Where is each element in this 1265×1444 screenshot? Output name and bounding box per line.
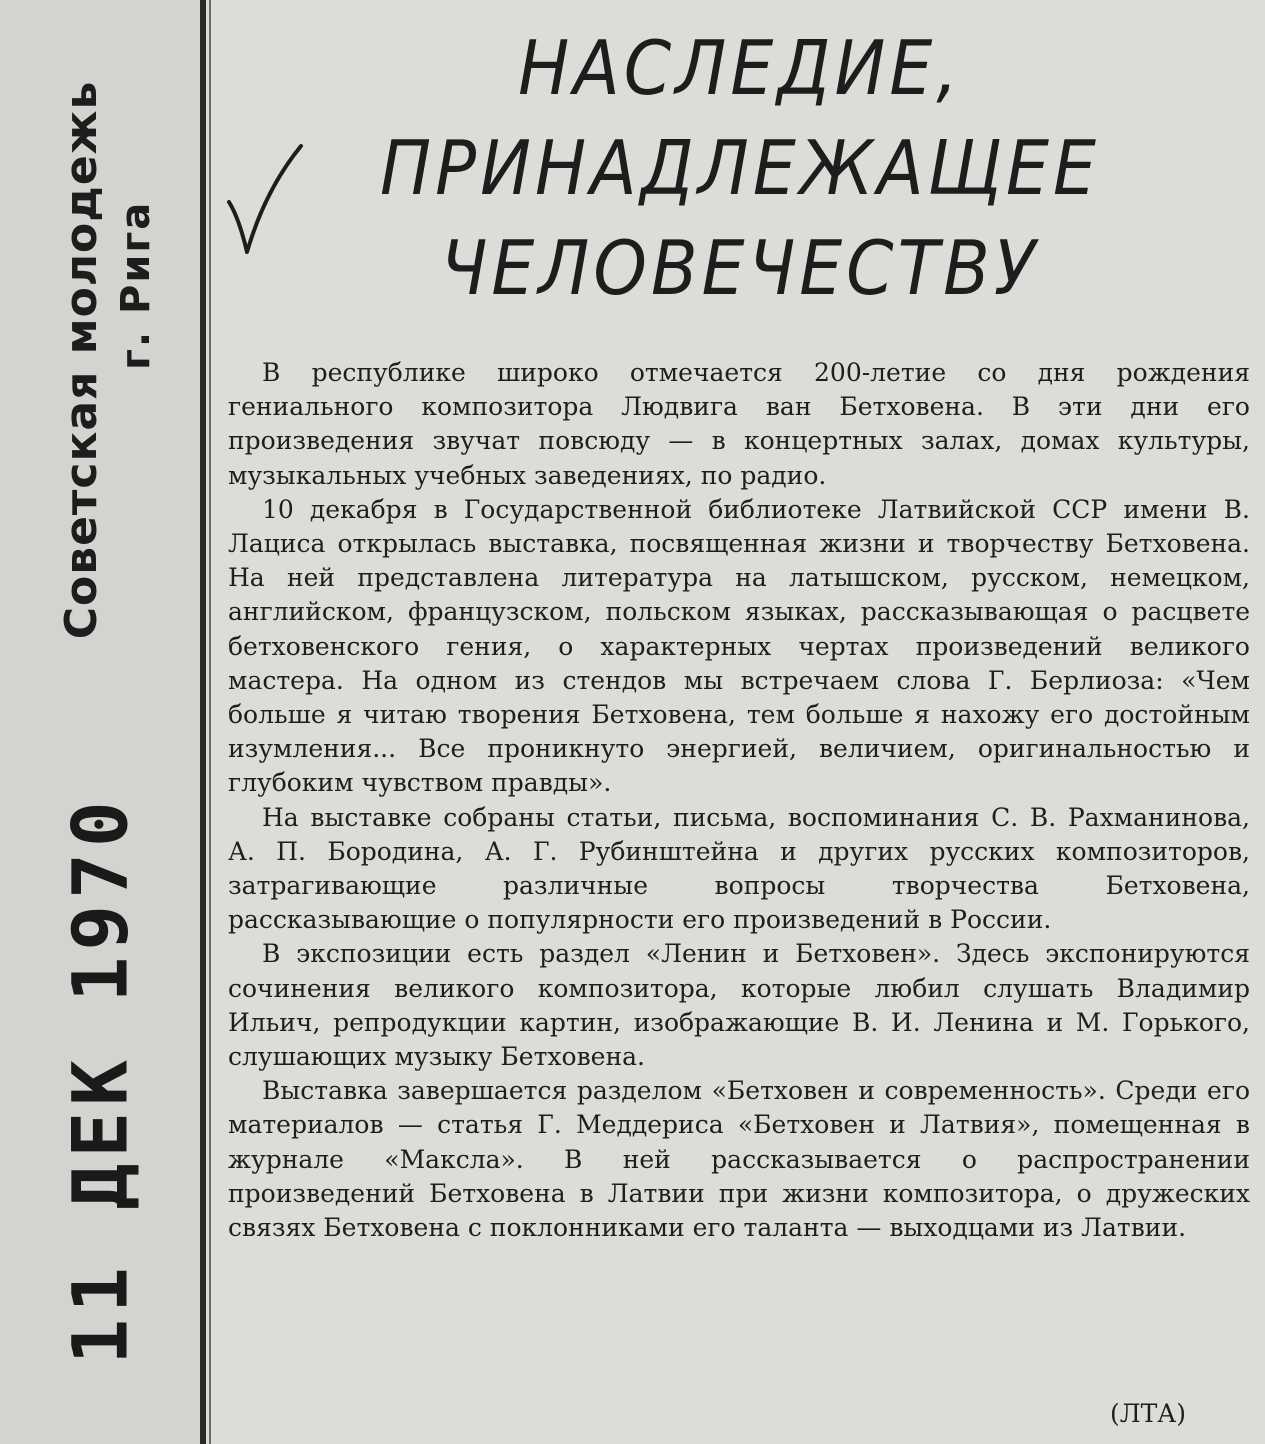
article-paragraph-3: На выставке собраны статьи, письма, воспоминания С. В. Рахманинова, А. П. Бородина, А. Г. Рубинштейна и других русских композиторов, затрагивающие различные вопросы творчества Бетховена, рассказывающие о популярности его произведений в России.	[228, 802, 1250, 935]
headline-line-2: ПРИНАДЛЕЖАЩЕЕ	[380, 126, 1100, 213]
margin-rule	[200, 0, 206, 1444]
headline	[220, 20, 1260, 320]
date-stamp-text: 11 ДЕК 1970	[55, 795, 145, 1365]
article-body	[228, 356, 1250, 1245]
headline-line-3: ЧЕЛОВЕЧЕСТВУ	[440, 226, 1040, 313]
article-paragraph-5: Выставка завершается разделом «Бетховен и современность». Среди его материалов — статья Г. Меддериса «Бетховен и Латвия», помещенная в журнале «Максла». В ней рассказывается о распространении произведений Бетховена в Латвии при жизни композитора, о дружеских связях Бетховена с поклонниками его таланта — выходцами из Латвии.	[228, 1076, 1250, 1243]
margin-rule-thin	[209, 0, 211, 1444]
article-paragraph-1: В республике широко отмечается 200-летие со дня рождения гениального композитора Людвига ван Бетховена. В эти дни его произведения звучат повсюду — в концертных залах, домах культуры, музыкальных учебных заведениях, по радио.	[228, 358, 1250, 490]
date-stamp	[40, 795, 160, 1365]
source-stamp-newspaper: Советская молодежь	[56, 80, 107, 640]
source-stamp-city: г. Рига	[113, 200, 159, 370]
headline-line-1: НАСЛЕДИЕ,	[518, 26, 962, 113]
article-paragraph-4: В экспозиции есть раздел «Ленин и Бетховен». Здесь экспонируются сочинения великого композитора, которые любил слушать Владимир Ильич, репродукции картин, изображающие В. И. Ленина и М. Горького, слушающих музыку Бетховена.	[228, 939, 1250, 1072]
agency-signature: (ЛТА)	[1110, 1399, 1186, 1428]
source-stamp	[18, 80, 198, 640]
article-paragraph-2: 10 декабря в Государственной библиотеке Латвийской ССР имени В. Лациса открылась выставка, посвященная жизни и творчеству Бетховена. На ней представлена литература на латышском, русском, немецком, английском, французском, польском языках, рассказывающая о расцвете бетховенского гения, о характерных чертах произведений великого мастера. На одном из стендов мы встречаем слова Г. Берлиоза: «Чем больше я читаю творения Бетховена, тем больше я нахожу его достойным изумления... Все проникнуто энергией, величием, оригинальностью и глубоким чувством правды».	[228, 494, 1250, 798]
